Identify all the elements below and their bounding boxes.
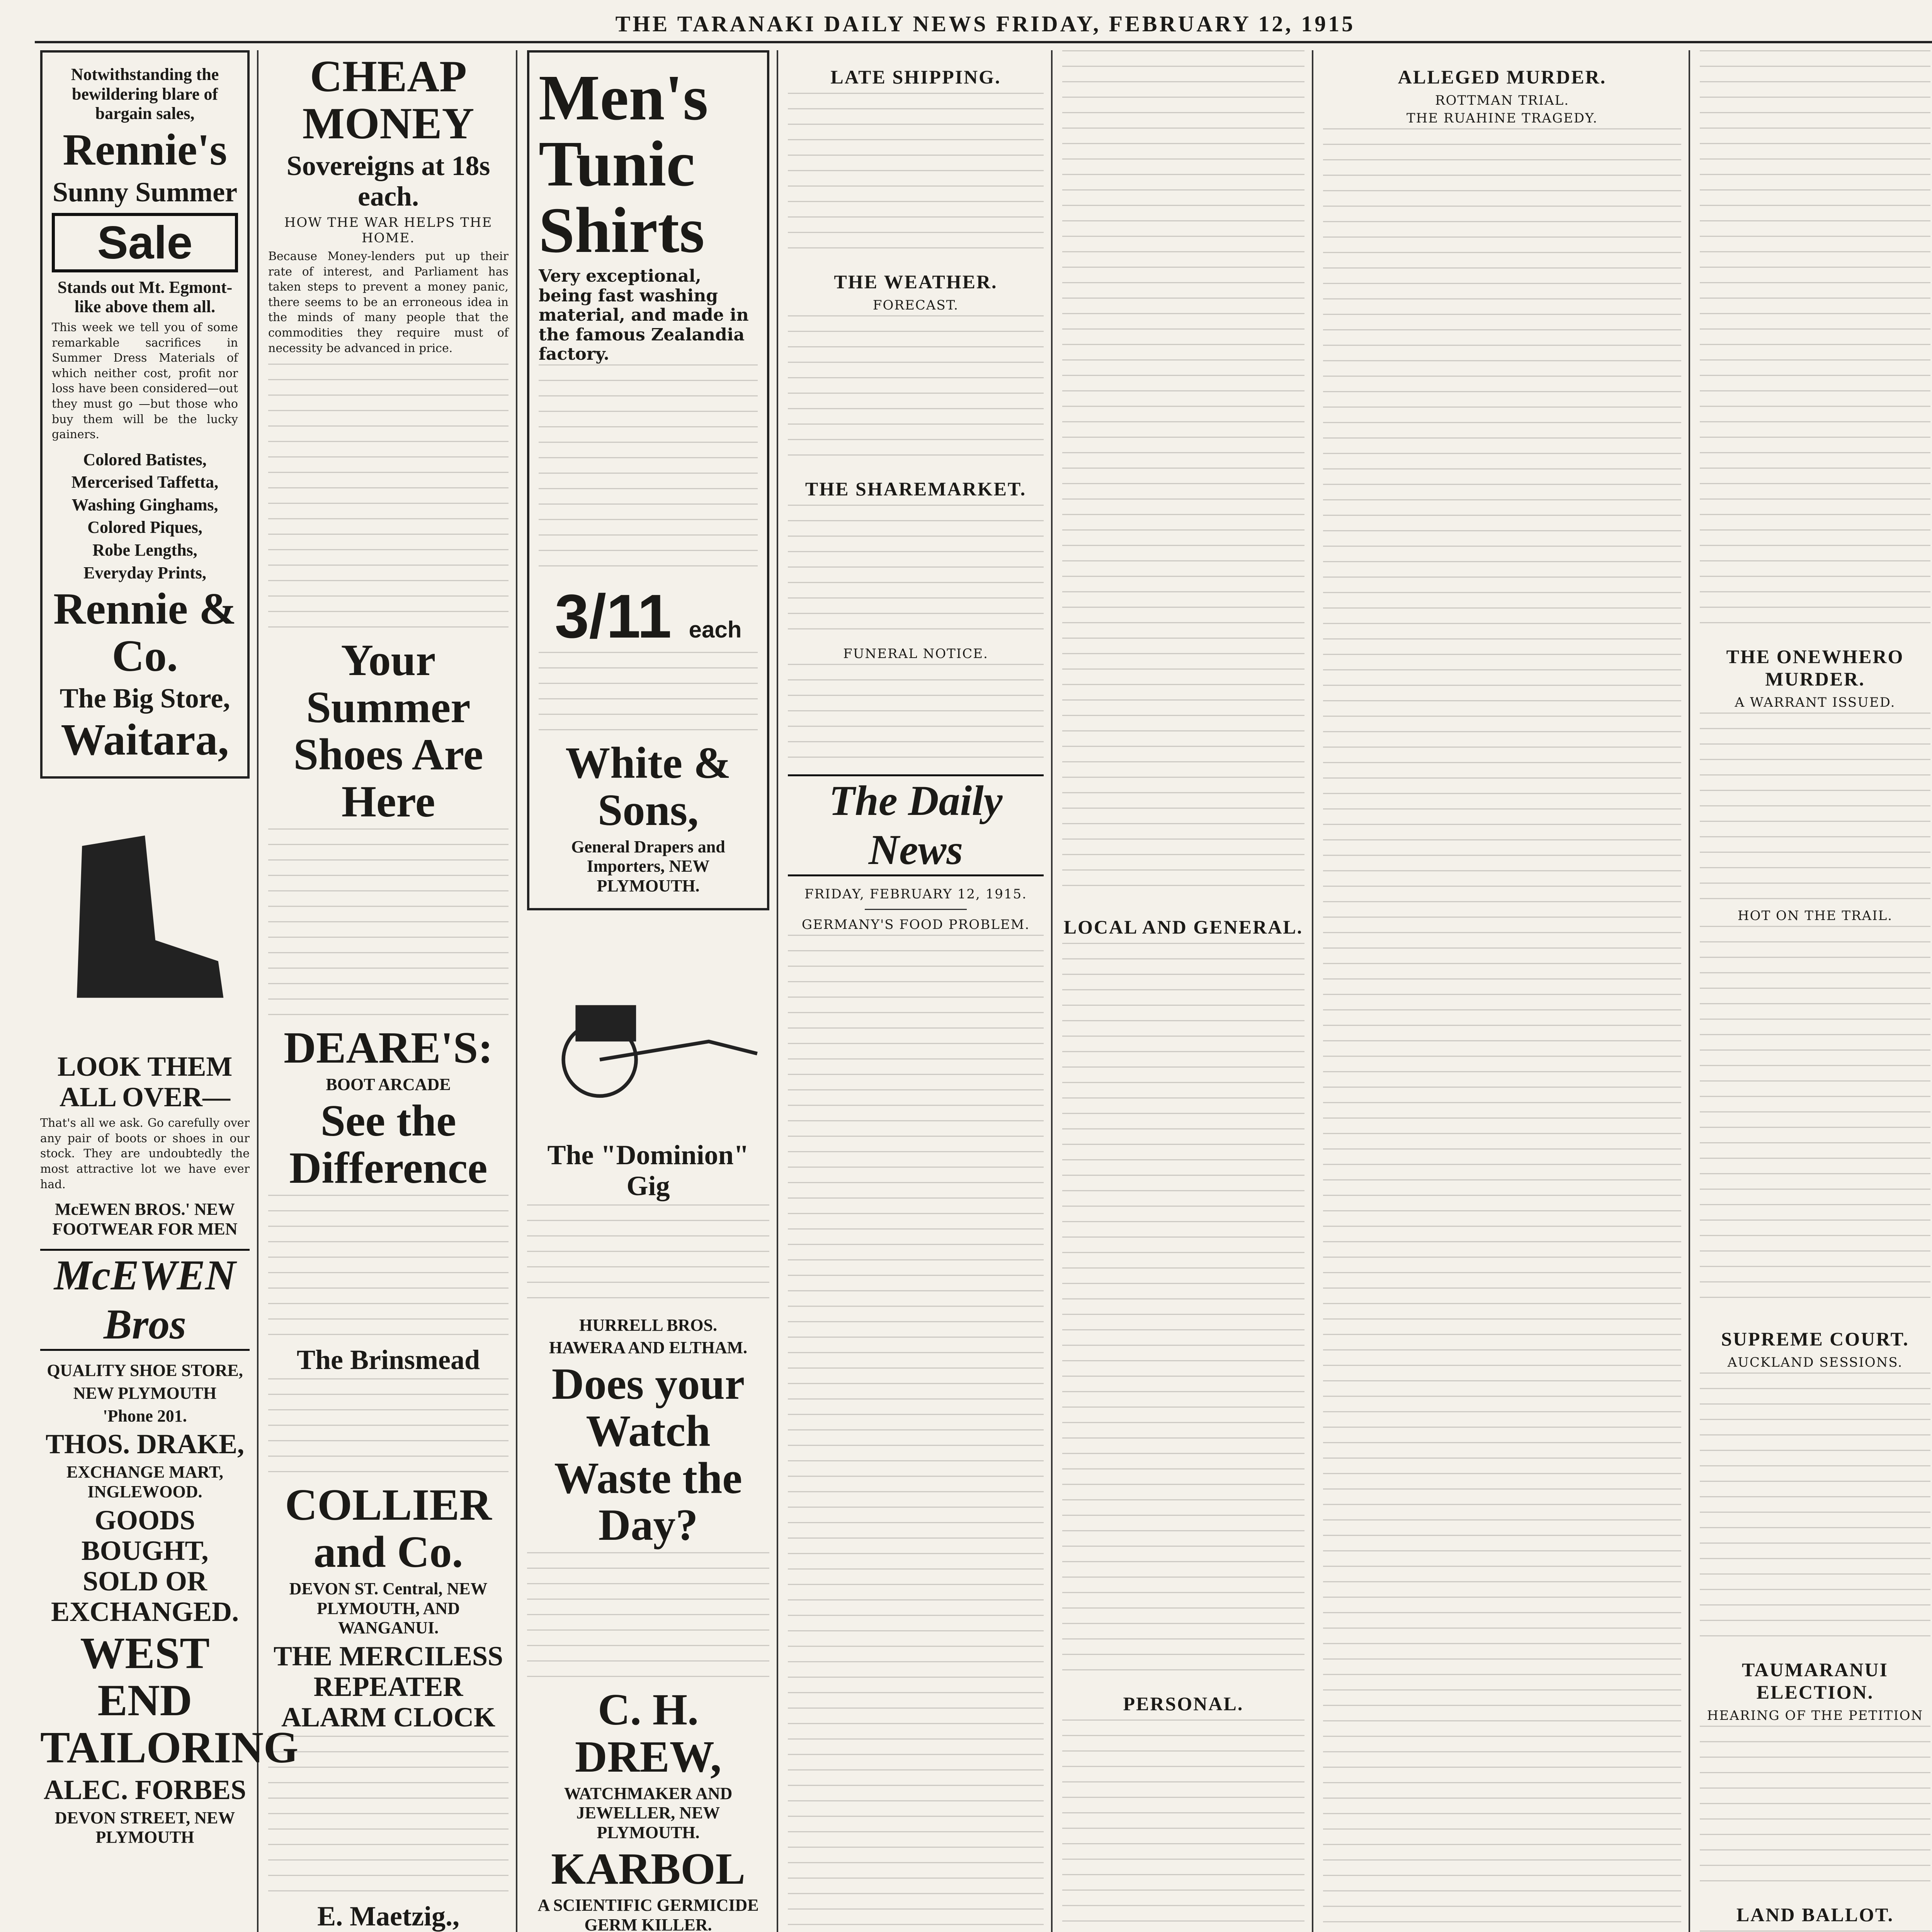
cheap-money-headline: CHEAP MONEY (302, 52, 474, 148)
item-piques: Colored Piques, (87, 518, 202, 537)
column-divider (777, 50, 778, 1932)
sharemarket-heading: THE SHAREMARKET. (805, 478, 1027, 500)
hot-trail-subhead: HOT ON THE TRAIL. (1737, 908, 1893, 923)
mens-headline: Men's Tunic Shirts (539, 62, 708, 266)
rennie-shop-sub: The Big Store, (60, 682, 230, 714)
text-block (1700, 713, 1930, 906)
tunic-shirts-ad (527, 50, 769, 910)
rennie-intro: Notwithstanding the bewildering blare of bargain sales, (71, 65, 219, 123)
column-divider (257, 50, 259, 1932)
brinsmead-headline: The Brinsmead (296, 1344, 480, 1376)
text-block (788, 664, 1044, 764)
land-ballot-heading: LAND BALLOT. (1736, 1904, 1894, 1925)
food-problem-heading: GERMANY'S FOOD PROBLEM. (801, 917, 1030, 932)
drew-sub: WATCHMAKER AND JEWELLER, NEW PLYMOUTH. (564, 1784, 733, 1842)
personal-heading: PERSONAL. (1123, 1693, 1244, 1714)
column-6 (1318, 50, 1687, 1932)
see-difference-headline: See the Difference (289, 1096, 488, 1193)
onewhero-heading: THE ONEWHERO MURDER. (1726, 646, 1904, 690)
text-block (1062, 50, 1304, 900)
weather-heading: THE WEATHER. (834, 271, 998, 293)
local-general-heading: LOCAL AND GENERAL. (1063, 916, 1303, 938)
item-prints: Everyday Prints, (83, 563, 206, 582)
shipping-heading: LATE SHIPPING. (830, 66, 1001, 88)
boot-illustration (40, 799, 250, 1039)
text-block (788, 935, 1044, 1932)
sessions-subhead: AUCKLAND SESSIONS. (1727, 1355, 1903, 1370)
supreme-court-heading: SUPREME COURT. (1721, 1328, 1909, 1350)
column-1 (35, 50, 299, 1932)
divider (865, 909, 967, 910)
ruahine-subhead: THE RUAHINE TRAGEDY. (1406, 111, 1598, 126)
rennie-body: This week we tell you of some remarkable sacrifices in Summer Dress Materials of which neither cost, profit nor loss have been considered—out they must go —but those who buy them will be the lucky gainers. (52, 320, 238, 442)
text-block (268, 1378, 509, 1479)
editorial-date: FRIDAY, FEBRUARY 12, 1915. (804, 886, 1027, 902)
item-batistes: Colored Batistes, (83, 450, 207, 469)
how-subhead: HOW THE WAR HELPS THE HOME. (284, 214, 493, 246)
text-block (1062, 943, 1304, 1677)
text-block (1700, 926, 1930, 1312)
deare-sub: BOOT ARCADE (326, 1075, 451, 1094)
west-end-headline: WEST END TAILORING (40, 1629, 299, 1772)
text-block (1700, 1372, 1930, 1643)
rennie-ad (40, 50, 250, 779)
text-block (527, 1204, 769, 1313)
column-divider (516, 50, 517, 1932)
petition-subhead: HEARING OF THE PETITION (1707, 1708, 1923, 1723)
mcewen-town: NEW PLYMOUTH (73, 1383, 217, 1403)
karbol-sub: A SCIENTIFIC GERMICIDE GERM KILLER. (537, 1896, 759, 1932)
column-3 (522, 50, 775, 1932)
sovereigns-headline: Sovereigns at 18s each. (286, 150, 490, 212)
item-taffetta: Mercerised Taffetta, (71, 473, 219, 492)
mcewen-tag: McEWEN BROS.' NEW FOOTWEAR FOR MEN (52, 1200, 238, 1238)
column-divider (1689, 50, 1690, 1932)
text-block (1700, 1930, 1930, 1932)
price-unit: each (689, 617, 742, 643)
item-ginghams: Washing Ginghams, (71, 495, 218, 514)
column-4 (782, 50, 1049, 1932)
maetzig-headline: E. Maetzig., (317, 1901, 459, 1932)
forbes-sub: DEVON STREET, NEW PLYMOUTH (54, 1808, 235, 1847)
mcewen-sub: QUALITY SHOE STORE, (47, 1361, 243, 1380)
summer-shoes-headline: Your Summer Shoes Are Here (293, 636, 483, 827)
price-value: 3/11 (554, 582, 672, 651)
column-divider (1051, 50, 1053, 1932)
alleged-murder-heading: ALLEGED MURDER. (1398, 66, 1607, 88)
tunic-price (539, 581, 758, 652)
text-block (788, 93, 1044, 255)
collier-sub: DEVON ST. Central, NEW PLYMOUTH, AND WANGANUI. (289, 1579, 488, 1638)
mcewen-phone: 'Phone 201. (103, 1406, 187, 1425)
text-block (539, 364, 758, 581)
rennie-shop: Rennie & Co. (53, 584, 236, 681)
sale-banner: Sale (52, 213, 238, 272)
hurrell-sub: HAWERA AND ELTHAM. (549, 1338, 748, 1357)
text-block (527, 1552, 769, 1684)
look-body: That's all we ask. Go carefully over any pair of boots or shoes in our stock. They are undoubtedly the most attractive lot we have ever had. (40, 1116, 250, 1191)
text-block (539, 652, 758, 737)
collier-headline: COLLIER and Co. (285, 1480, 492, 1577)
text-block (268, 828, 509, 1022)
item-robes: Robe Lengths, (92, 541, 197, 560)
rennie-town: Waitara, (61, 715, 229, 765)
text-block (1062, 1719, 1304, 1932)
text-block (1323, 128, 1681, 1932)
forbes-title: ALEC. FORBES (43, 1774, 247, 1805)
text-block (268, 1195, 509, 1342)
drew-headline: C. H. DREW, (575, 1685, 722, 1782)
taumarunui-heading: TAUMARANUI ELECTION. (1742, 1659, 1889, 1703)
hurrell-headline: HURRELL BROS. (579, 1315, 717, 1335)
text-block (268, 364, 509, 634)
drake-title: THOS. DRAKE, (45, 1429, 245, 1460)
column-divider (1312, 50, 1313, 1932)
column-5 (1057, 50, 1310, 1932)
rennie-brand: Rennie's (63, 125, 227, 175)
sale-title: Sunny Summer (52, 176, 238, 207)
masthead-rule (35, 41, 1932, 43)
drake-sub: EXCHANGE MART, INGLEWOOD. (66, 1463, 223, 1501)
goods-headline: GOODS BOUGHT, SOLD OR EXCHANGED. (51, 1504, 239, 1628)
rennie-tag: Stands out Mt. Egmont-like above them all. (57, 277, 233, 316)
white-sons-headline: White & Sons, (565, 738, 731, 835)
deare-logo: DEARE'S: (284, 1023, 493, 1073)
watch-headline: Does your Watch Waste the Day? (551, 1359, 745, 1550)
text-block (788, 505, 1044, 644)
mcewen-logo: McEWEN Bros (40, 1249, 250, 1351)
text-block (788, 315, 1044, 462)
alarm-headline: THE MERCILESS REPEATER ALARM CLOCK (273, 1640, 503, 1733)
forecast-subhead: FORECAST. (872, 298, 959, 313)
gig-carriage-illustration (527, 929, 769, 1130)
text-block (1700, 1726, 1930, 1888)
column-7 (1694, 50, 1932, 1932)
masthead: THE TARANAKI DAILY NEWS FRIDAY, FEBRUARY 12, 1915 (615, 11, 1355, 36)
text-block (1700, 50, 1930, 630)
look-headline: LOOK THEM ALL OVER— (57, 1051, 233, 1113)
warrant-subhead: A WARRANT ISSUED. (1735, 695, 1896, 710)
column-2 (263, 50, 514, 1932)
text-block (268, 1736, 509, 1898)
white-sons-sub: General Drapers and Importers, NEW PLYMOUTH. (571, 837, 725, 895)
cheap-money-body: Because Money-lenders put up their rate of interest, and Parliament has taken steps to prevent a money panic, there seems to be an erroneous idea in the minds of many people that the commodities they require must of necessity be advanced in price. (268, 249, 509, 355)
tunic-body: Very exceptional, being fast washing material, and made in the famous Zealandia factory. (539, 266, 749, 364)
funeral-heading: FUNERAL NOTICE. (843, 646, 988, 662)
daily-news-logo: The Daily News (788, 774, 1044, 876)
karbol-headline: KARBOL (551, 1844, 745, 1894)
dominion-gig-headline: The "Dominion" Gig (547, 1139, 749, 1201)
rottman-subhead: ROTTMAN TRIAL. (1435, 93, 1570, 108)
